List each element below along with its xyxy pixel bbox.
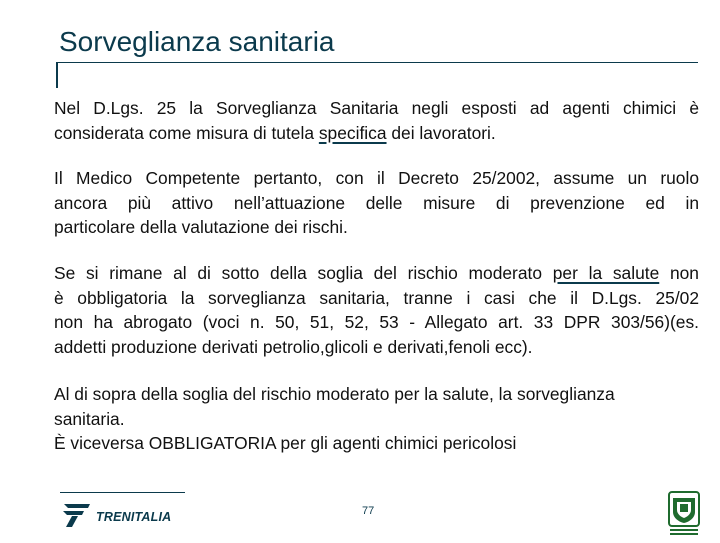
slide-title: Sorveglianza sanitaria [59, 26, 335, 57]
footer-divider [60, 492, 185, 493]
paragraph-line: È viceversa OBBLIGATORIA per gli agenti chimici pericolosi [54, 433, 517, 454]
text-fragment: dei lavoratori. [386, 122, 496, 143]
paragraph-4 [54, 382, 699, 456]
paragraph-line: Nel D.Lgs. 25 la Sorveglianza Sanitaria negli esposti ad agenti chimici è [54, 98, 699, 118]
text-fragment: considerata come misura di tutela [54, 122, 319, 143]
paragraph-line: non ha abrogato (voci n. 50, 51, 52, 53 - Allegato art. 33 DPR 303/56)(es. [54, 312, 699, 333]
underlined-text: specifica [318, 122, 387, 143]
underlined-text: per la salute [552, 263, 660, 283]
title-divider [56, 62, 698, 63]
paragraph-line: è obbligatoria la sorveglianza sanitaria, tranne i casi che il D.Lgs. 25/02 [54, 287, 699, 308]
title-accent-bar [56, 62, 58, 88]
paragraph-line [54, 261, 699, 286]
brand-name: TRENITALIA [96, 510, 172, 524]
paragraph-line: sanitaria. [54, 408, 125, 429]
paragraph-1 [54, 96, 699, 145]
university-crest-icon [666, 490, 702, 538]
page-number: 77 [362, 505, 375, 517]
paragraph-2 [54, 166, 699, 240]
paragraph-line [54, 121, 699, 146]
trenitalia-logo [60, 496, 190, 528]
text-fragment: non [659, 263, 699, 283]
paragraph-line: ancora più attivo nell’attuazione delle misure di prevenzione ed in [54, 192, 699, 213]
paragraph-line: Il Medico Competente pertanto, con il Decreto 25/2002, assume un ruolo [54, 168, 699, 188]
text-fragment: Se si rimane al di sotto della soglia del rischio moderato [54, 263, 553, 283]
trenitalia-mark-icon [60, 496, 94, 528]
paragraph-3 [54, 261, 699, 359]
paragraph-line: particolare della valutazione dei rischi. [54, 217, 348, 238]
paragraph-line: addetti produzione derivati petrolio,glicoli e derivati,fenoli ecc). [54, 336, 533, 357]
paragraph-line: Al di sopra della soglia del rischio moderato per la salute, la sorveglianza [54, 384, 615, 404]
